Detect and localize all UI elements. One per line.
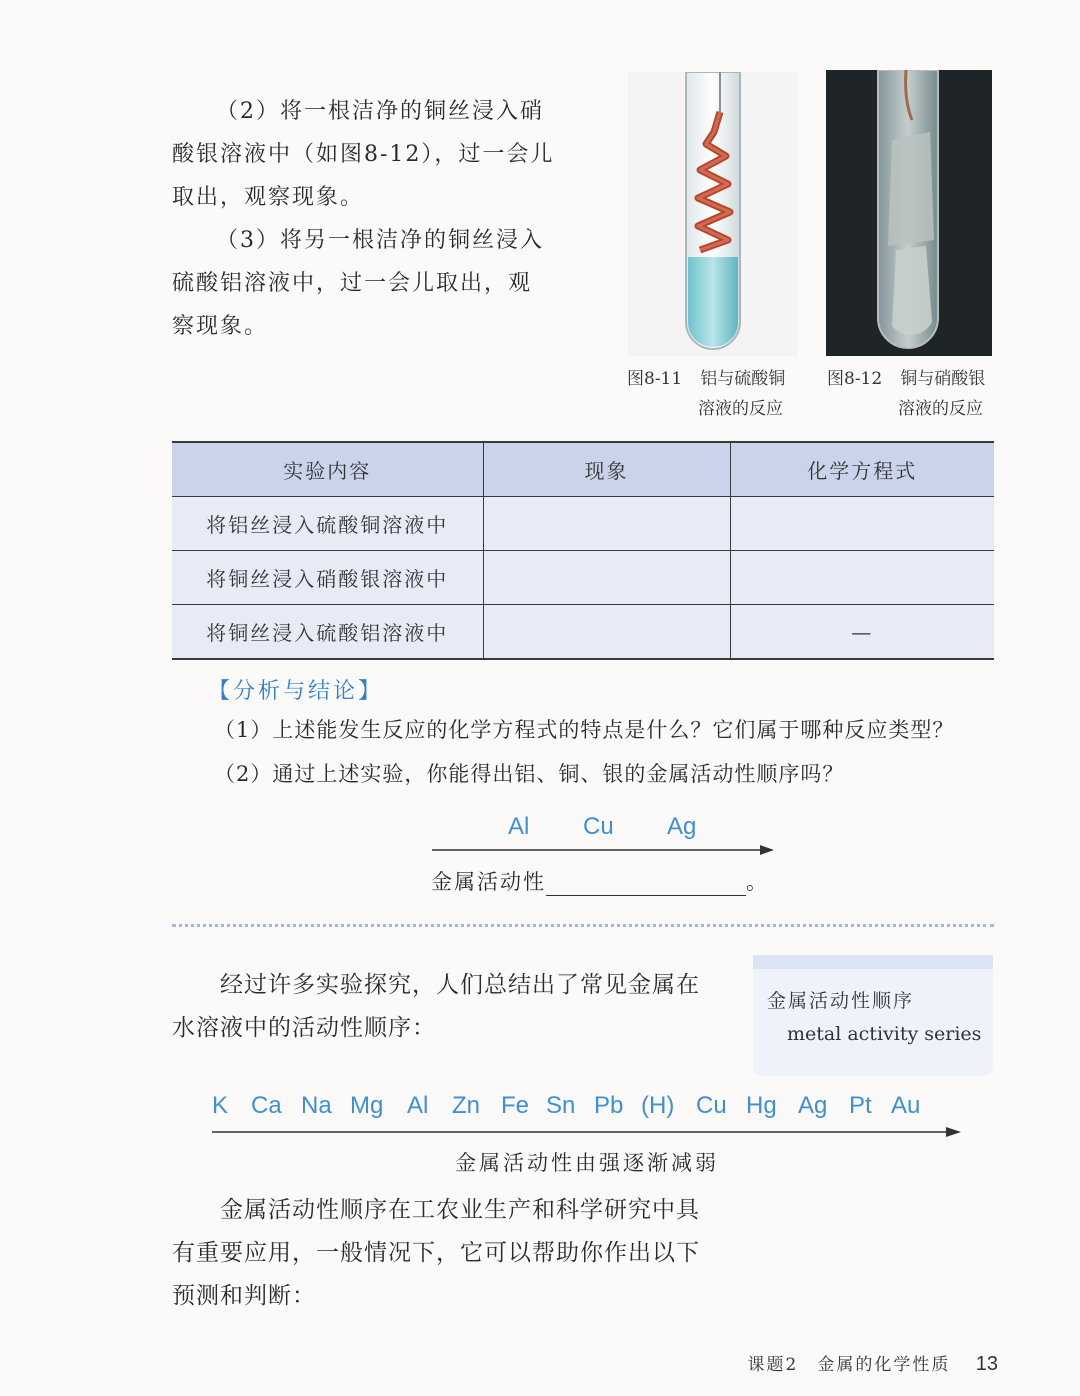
activity-blank-end: 。 <box>746 870 769 894</box>
figure-8-12-number: 图8-12 <box>827 369 883 389</box>
intro-line-2: 水溶液中的活动性顺序： <box>172 1015 436 1041</box>
page-footer <box>748 1350 998 1376</box>
series-metal: Fe <box>501 1092 530 1119</box>
glossary-en: metal activity series <box>787 1023 982 1045</box>
activity-blank-line[interactable] <box>546 873 746 896</box>
metal-ag: Ag <box>667 813 697 840</box>
series-metal: Al <box>407 1092 429 1119</box>
figure-8-12-photo <box>826 70 992 356</box>
activity-blank-label: 金属活动性 <box>431 870 546 894</box>
figure-8-11-caption <box>627 364 802 424</box>
table-cell: 将铝丝浸入硫酸铜溶液中 <box>172 497 483 551</box>
analysis-question-1: （1）上述能发生反应的化学方程式的特点是什么？它们属于哪种反应类型？ <box>214 718 955 742</box>
metal-al: Al <box>508 813 530 840</box>
step-3-line-2: 硫酸铝溶液中，过一会儿取出，观 <box>172 271 533 296</box>
series-metal: Pb <box>594 1092 624 1119</box>
series-metal: Mg <box>350 1092 384 1119</box>
table-cell <box>483 551 730 605</box>
step-3-line-3: 察现象。 <box>172 314 269 339</box>
activity-arrow-short <box>430 842 776 858</box>
test-tube-cu-agno3-image <box>826 70 992 356</box>
outro-line-2: 有重要应用，一般情况下，它可以帮助你作出以下 <box>172 1240 700 1266</box>
step-2-line-1: （2）将一根洁净的铜丝浸入硝 <box>216 99 544 124</box>
series-arrow-label: 金属活动性由强逐渐减弱 <box>455 1151 719 1175</box>
series-metal: Au <box>891 1092 921 1119</box>
table-cell <box>483 497 730 551</box>
activity-blank-row <box>431 866 769 896</box>
table-row <box>172 551 994 605</box>
intro-line-1: 经过许多实验探究，人们总结出了常见金属在 <box>220 972 700 998</box>
experiment-table <box>172 441 994 660</box>
table-cell: 将铜丝浸入硝酸银溶液中 <box>172 551 483 605</box>
analysis-heading: 【分析与结论】 <box>208 679 384 704</box>
metal-cu: Cu <box>583 813 614 840</box>
figure-8-12-caption-line-2: 溶液的反应 <box>898 399 983 419</box>
table-row <box>172 497 994 551</box>
figure-8-11-number: 图8-11 <box>627 369 683 389</box>
series-metal: Ca <box>251 1092 282 1119</box>
section-divider <box>172 924 994 927</box>
activity-arrow-long <box>210 1123 964 1141</box>
analysis-question-2: （2）通过上述实验，你能得出铝、铜、银的金属活动性顺序吗？ <box>214 762 845 786</box>
figure-8-11-caption-line-1: 铝与硫酸铜 <box>700 369 786 389</box>
table-cell: 将铜丝浸入硫酸铝溶液中 <box>172 605 483 660</box>
activity-series <box>212 1090 962 1126</box>
footer-chapter: 课题2 金属的化学性质 <box>747 1355 951 1375</box>
series-metal: Na <box>301 1092 332 1119</box>
table-cell: — <box>730 605 994 660</box>
series-metal: Pt <box>849 1092 872 1119</box>
series-metal: Cu <box>696 1092 727 1119</box>
glossary-zh: 金属活动性顺序 <box>767 990 915 1012</box>
table-header-equation: 化学方程式 <box>730 442 994 497</box>
step-2 <box>172 90 592 219</box>
table-row <box>172 605 994 660</box>
page-number: 13 <box>975 1353 998 1375</box>
series-metal: Zn <box>452 1092 481 1119</box>
outro-line-1: 金属活动性顺序在工农业生产和科学研究中具 <box>220 1197 700 1223</box>
table-cell <box>730 497 994 551</box>
outro-paragraph <box>172 1189 752 1318</box>
table-header-row <box>172 442 994 497</box>
series-metal: (H) <box>641 1092 675 1119</box>
table-cell <box>483 605 730 660</box>
figure-8-11-photo <box>628 72 798 356</box>
step-3-line-1: （3）将另一根洁净的铜丝浸入 <box>216 228 544 253</box>
series-metal: Ag <box>798 1092 828 1119</box>
test-tube-al-cuso4-image <box>628 72 798 356</box>
series-metal: Sn <box>546 1092 576 1119</box>
table-cell <box>730 551 994 605</box>
series-metal: Hg <box>746 1092 777 1119</box>
figure-8-12-caption-line-1: 铜与硝酸银 <box>900 369 986 389</box>
step-3 <box>172 219 592 348</box>
step-2-line-2: 酸银溶液中（如图8-12），过一会儿 <box>172 142 555 167</box>
intro-paragraph <box>172 964 752 1050</box>
figure-8-11-caption-line-2: 溶液的反应 <box>698 399 783 419</box>
glossary-box <box>753 955 993 1076</box>
series-metal: K <box>212 1092 229 1119</box>
table-header-phenomenon: 现象 <box>483 442 730 497</box>
step-2-line-3: 取出，观察现象。 <box>172 185 365 210</box>
outro-line-3: 预测和判断： <box>172 1283 316 1309</box>
figure-8-12-caption <box>827 364 1002 424</box>
table-header-content: 实验内容 <box>172 442 483 497</box>
